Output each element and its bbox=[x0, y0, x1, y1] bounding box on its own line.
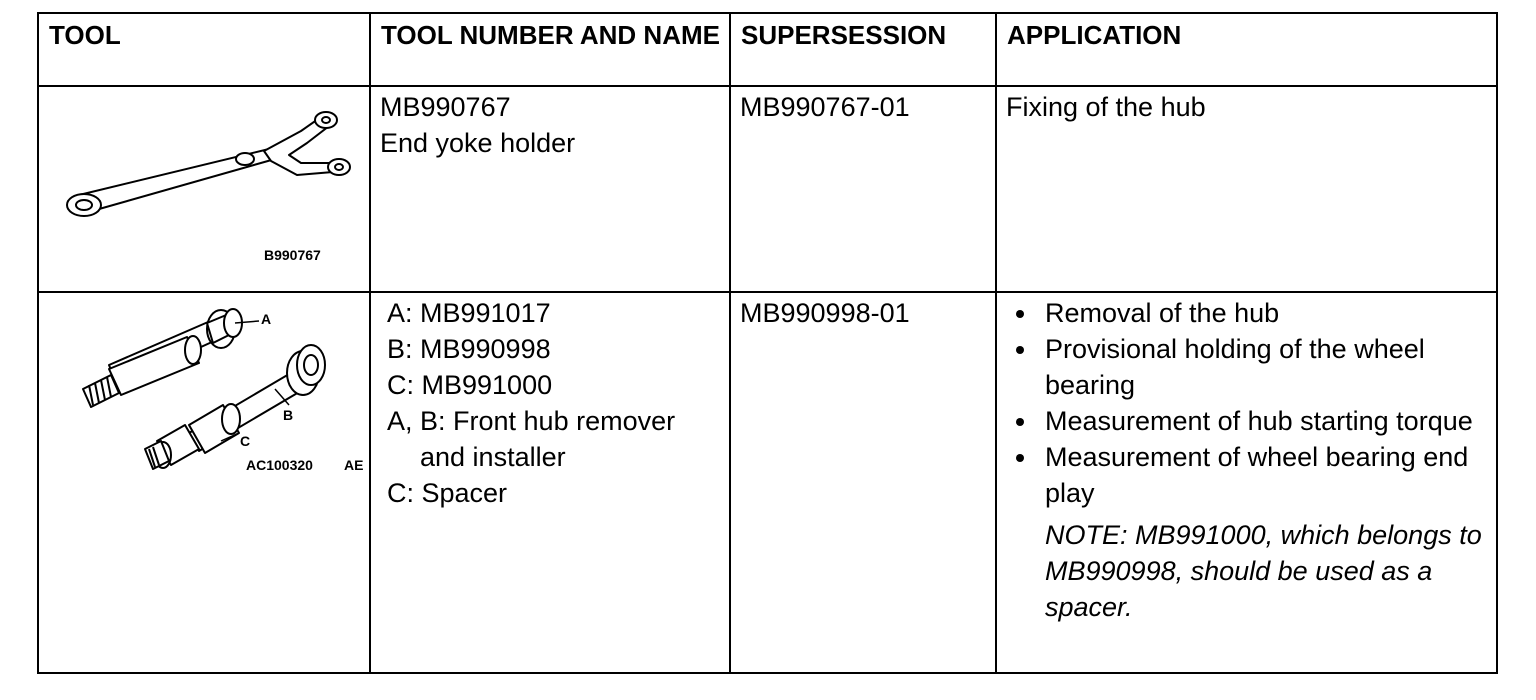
list-item: Measurement of wheel bearing end play bbox=[997, 439, 1496, 511]
tool-number-name-cell bbox=[370, 292, 730, 673]
special-tools-table bbox=[37, 12, 1498, 674]
tool-illustration-cell bbox=[38, 86, 370, 292]
tool-line: and installer bbox=[420, 442, 566, 472]
application-note: NOTE: MB991000, which belongs to MB990998, should be used as a spacer. bbox=[1045, 520, 1482, 622]
list-item: Provisional holding of the wheel bearing bbox=[997, 331, 1496, 403]
tool-number: MB990767 bbox=[380, 92, 511, 122]
table-row bbox=[38, 292, 1497, 673]
list-item: Removal of the hub bbox=[997, 295, 1496, 331]
tool-line: A: MB991017 bbox=[387, 298, 551, 328]
tool-name: End yoke holder bbox=[380, 128, 576, 158]
supersession-cell bbox=[730, 86, 996, 292]
tool-illustration-cell bbox=[38, 292, 370, 673]
tool-number-name-cell bbox=[370, 86, 730, 292]
illustration-code: B990767 bbox=[264, 247, 321, 263]
header-tool: TOOL bbox=[38, 13, 370, 86]
application-value: Fixing of the hub bbox=[1006, 92, 1206, 122]
label-a: A bbox=[261, 311, 272, 327]
end-yoke-holder-illustration bbox=[39, 87, 371, 291]
illustration-code: AC100320 bbox=[246, 457, 313, 473]
header-supersession: SUPERSESSION bbox=[730, 13, 996, 86]
table-row bbox=[38, 86, 1497, 292]
header-row bbox=[38, 13, 1497, 86]
front-hub-remover-installer-illustration bbox=[39, 293, 371, 493]
label-c: C bbox=[240, 433, 251, 449]
supersession-value: MB990767-01 bbox=[740, 92, 910, 122]
header-application: APPLICATION bbox=[996, 13, 1497, 86]
application-list bbox=[997, 293, 1496, 511]
supersession-cell bbox=[730, 292, 996, 673]
application-cell bbox=[996, 292, 1497, 673]
tool-line: A, B: Front hub remover bbox=[387, 406, 676, 436]
application-cell bbox=[996, 86, 1497, 292]
tool-line: C: Spacer bbox=[387, 478, 508, 508]
header-tool-number-and-name: TOOL NUMBER AND NAME bbox=[370, 13, 730, 86]
label-b: B bbox=[283, 407, 294, 423]
tool-line: B: MB990998 bbox=[387, 334, 551, 364]
list-item: Measurement of hub starting torque bbox=[997, 403, 1496, 439]
supersession-value: MB990998-01 bbox=[740, 298, 910, 328]
tool-line: C: MB991000 bbox=[387, 370, 553, 400]
illustration-code-suffix: AE bbox=[344, 457, 364, 473]
